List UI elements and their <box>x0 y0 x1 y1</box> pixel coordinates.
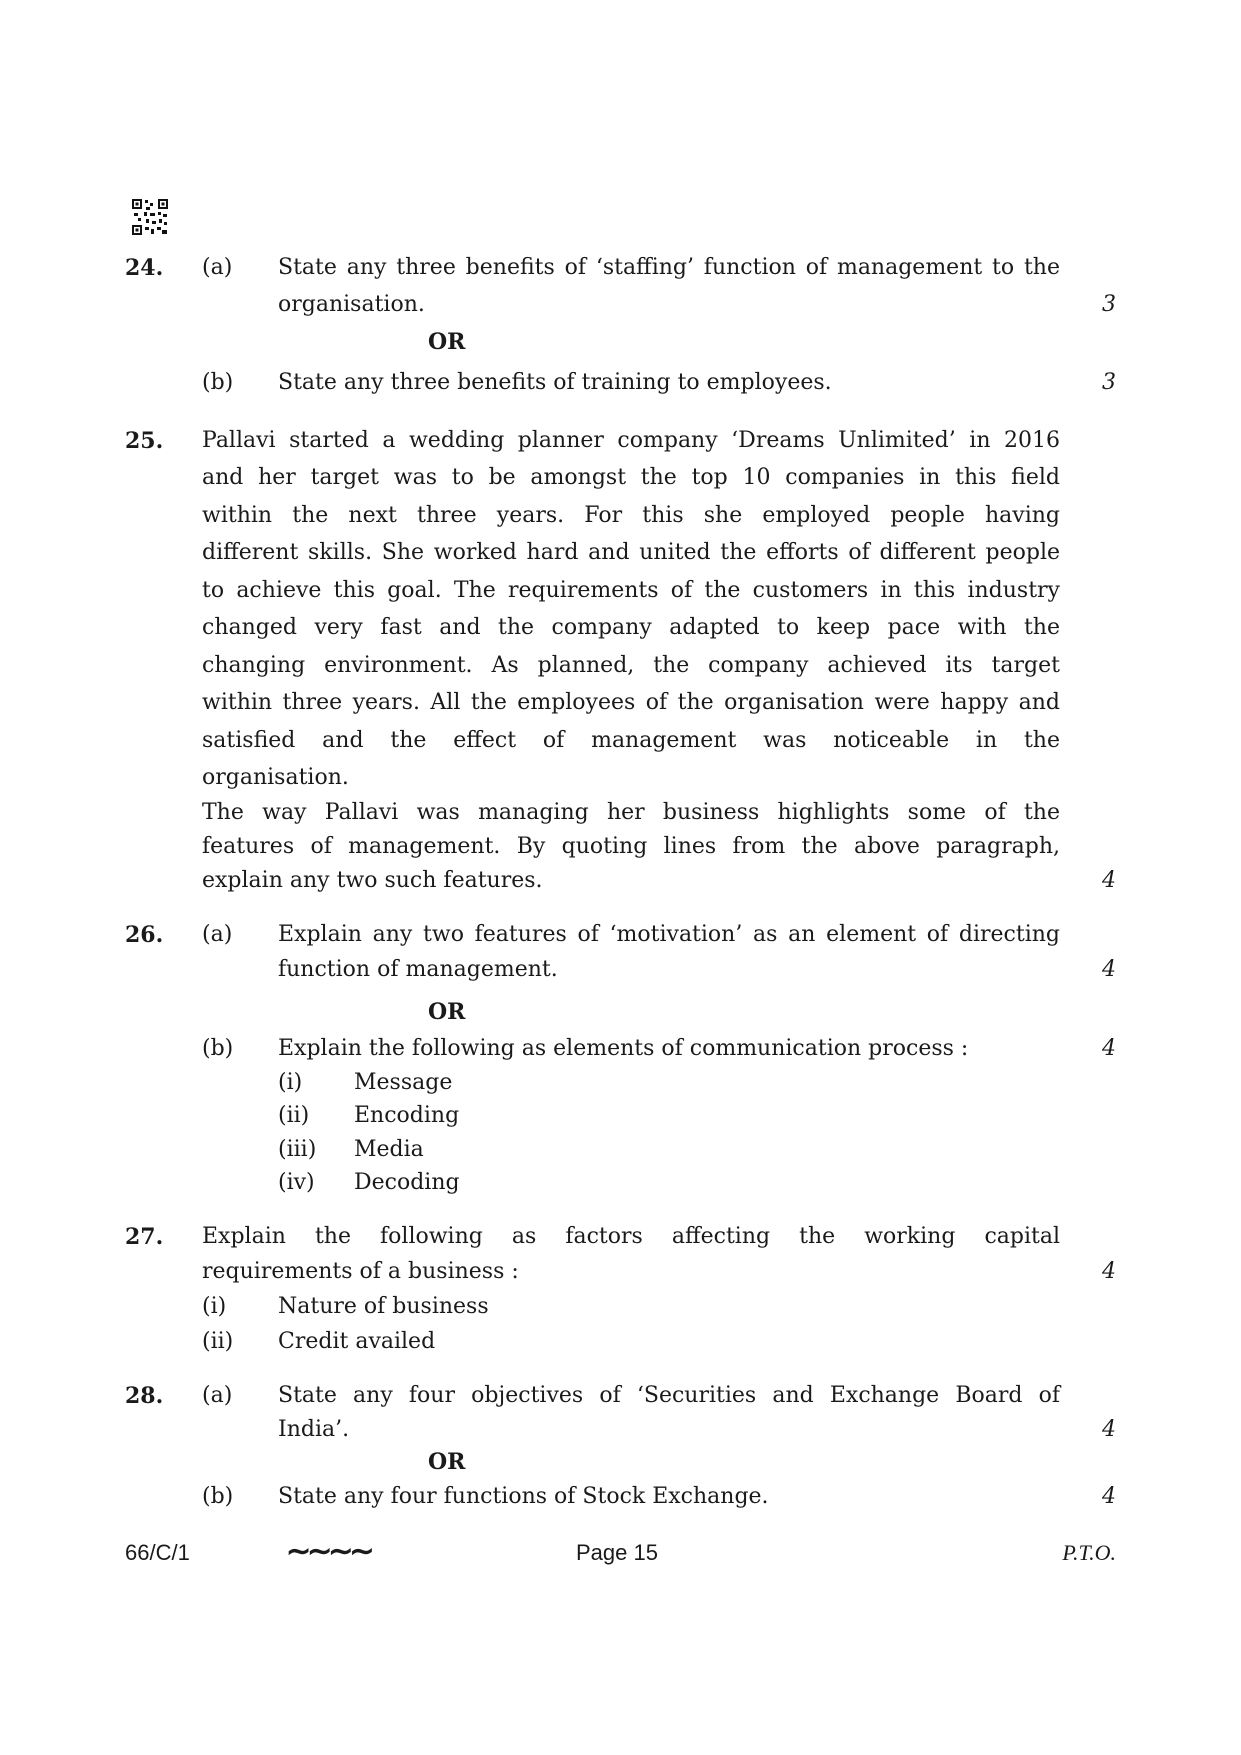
option-label: (b) <box>202 1036 234 1061</box>
list-item-label: (i) <box>202 1294 227 1319</box>
list-item: Message <box>354 1070 453 1095</box>
paragraph-line: satisfied and the effect of management was noticeable in the <box>202 728 1060 753</box>
question-text: features of management. By quoting lines from the above paragraph, <box>202 834 1060 859</box>
squiggle-decoration: ∼∼∼∼ <box>286 1535 371 1568</box>
option-label: (b) <box>202 370 234 395</box>
list-item: Media <box>354 1137 424 1162</box>
question-number: 24. <box>125 255 164 281</box>
list-item: Nature of business <box>278 1294 489 1319</box>
question-text: State any three benefits of ‘staffing’ function of management to the <box>278 255 1060 280</box>
marks: 4 <box>1102 1484 1116 1509</box>
list-item-label: (iii) <box>278 1137 317 1162</box>
page-number: Page 15 <box>576 1540 658 1565</box>
question-text: The way Pallavi was managing her business highlights some of the <box>202 800 1060 825</box>
marks: 3 <box>1102 292 1116 317</box>
question-text: requirements of a business : <box>202 1259 519 1284</box>
option-label: (a) <box>202 922 233 947</box>
qr-code-icon <box>132 199 168 235</box>
list-item-label: (iv) <box>278 1170 315 1195</box>
or-separator: OR <box>428 999 466 1025</box>
or-separator: OR <box>428 329 466 355</box>
question-text: organisation. <box>278 292 425 317</box>
marks: 4 <box>1102 868 1116 893</box>
list-item-label: (ii) <box>278 1103 310 1128</box>
option-label: (b) <box>202 1484 234 1509</box>
question-number: 26. <box>125 922 164 948</box>
question-number: 28. <box>125 1383 164 1409</box>
question-text: Explain the following as factors affecting the working capital <box>202 1224 1060 1249</box>
marks: 4 <box>1102 957 1116 982</box>
paragraph-line: Pallavi started a wedding planner company ‘Dreams Unlimited’ in 2016 <box>202 428 1060 453</box>
question-text: Explain any two features of ‘motivation’ as an element of directing <box>278 922 1060 947</box>
paragraph-line: changed very fast and the company adapted to keep pace with the <box>202 615 1060 640</box>
list-item: Encoding <box>354 1103 460 1128</box>
question-text: State any four functions of Stock Exchange. <box>278 1484 769 1509</box>
list-item-label: (ii) <box>202 1329 234 1354</box>
paragraph-line: different skills. She worked hard and united the efforts of different people <box>202 540 1060 565</box>
pto-label: P.T.O. <box>1062 1540 1116 1565</box>
question-number: 27. <box>125 1224 164 1250</box>
paragraph-line: within the next three years. For this she employed people having <box>202 503 1060 528</box>
question-text: State any three benefits of training to employees. <box>278 370 832 395</box>
paragraph-line: organisation. <box>202 765 349 790</box>
paragraph-line: changing environment. As planned, the company achieved its target <box>202 653 1060 678</box>
question-text: State any four objectives of ‘Securities and Exchange Board of <box>278 1383 1060 1408</box>
list-item-label: (i) <box>278 1070 303 1095</box>
question-text: Explain the following as elements of communication process : <box>278 1036 969 1061</box>
paper-code: 66/C/1 <box>125 1540 190 1565</box>
list-item: Decoding <box>354 1170 460 1195</box>
marks: 3 <box>1102 370 1116 395</box>
option-label: (a) <box>202 255 233 280</box>
question-number: 25. <box>125 428 164 454</box>
marks: 4 <box>1102 1417 1116 1442</box>
paragraph-line: and her target was to be amongst the top 10 companies in this field <box>202 465 1060 490</box>
question-text: India’. <box>278 1417 350 1442</box>
list-item: Credit availed <box>278 1329 436 1354</box>
marks: 4 <box>1102 1259 1116 1284</box>
option-label: (a) <box>202 1383 233 1408</box>
or-separator: OR <box>428 1449 466 1475</box>
marks: 4 <box>1102 1036 1116 1061</box>
question-text: function of management. <box>278 957 558 982</box>
paragraph-line: to achieve this goal. The requirements of the customers in this industry <box>202 578 1060 603</box>
paragraph-line: within three years. All the employees of the organisation were happy and <box>202 690 1060 715</box>
question-text: explain any two such features. <box>202 868 543 893</box>
